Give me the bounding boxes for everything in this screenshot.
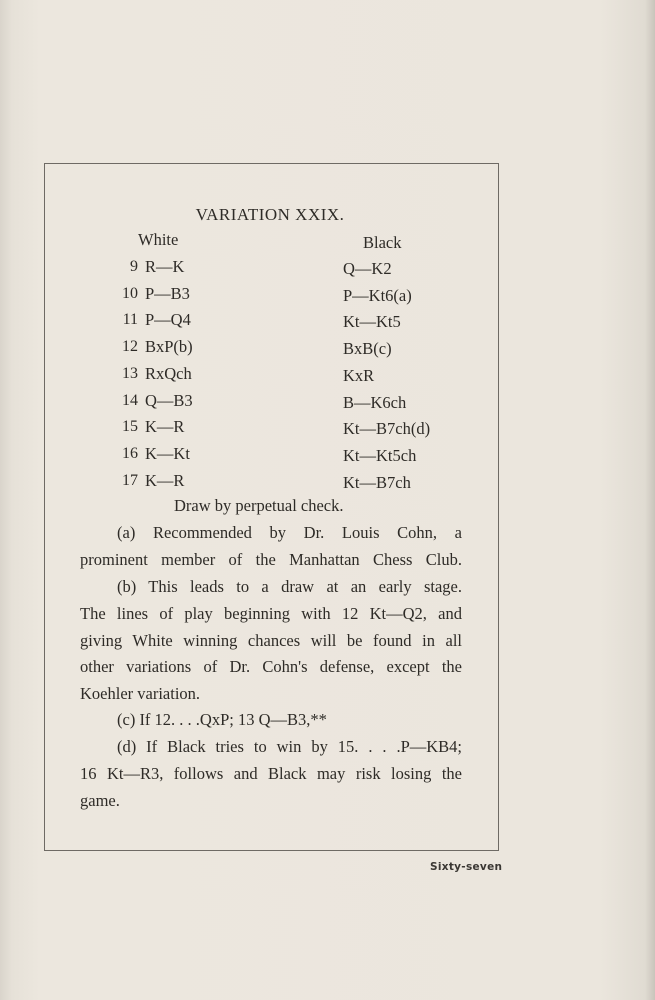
move-number: 16: [122, 444, 138, 462]
black-header: Black: [363, 233, 402, 252]
result-line: Draw by perpetual check.: [174, 496, 344, 515]
note-b-line: Koehler variation.: [80, 684, 201, 703]
white-move: K—R: [145, 417, 185, 437]
white-move: P—B3: [145, 283, 190, 303]
variation-title: VARIATION XXIX.: [195, 205, 345, 224]
white-move: R—K: [145, 257, 185, 276]
move-number: 14: [122, 391, 138, 409]
black-move: Q—K2: [343, 259, 392, 278]
black-move: Kt—Kt5: [343, 312, 401, 332]
black-move: B—K6ch: [343, 392, 407, 412]
black-move: BxB(c): [343, 339, 392, 359]
white-move: P—Q4: [145, 310, 191, 330]
white-move: RxQch: [145, 363, 192, 383]
page-number: Sixty-seven: [430, 861, 503, 873]
black-move: Kt—B7ch: [343, 472, 411, 492]
note-d-line: 16 Kt—R3, follows and Black may risk losing the: [80, 764, 462, 783]
note-b-line: The lines of play beginning with 12 Kt—Q2, and: [80, 604, 462, 623]
move-number: 11: [122, 311, 138, 329]
black-move: KxR: [343, 365, 375, 385]
note-c-line: (c) If 12. . . .QxP; 13 Q—B3,**: [117, 710, 327, 729]
note-b-line: other variations of Dr. Cohn's defense, except the: [80, 657, 462, 676]
white-move: Q—B3: [145, 390, 193, 410]
note-d-line: game.: [80, 791, 120, 810]
black-move: Kt—Kt5ch: [343, 445, 417, 465]
move-number: 12: [122, 338, 138, 356]
white-move: K—Kt: [145, 443, 190, 463]
note-d-line: (d) If Black tries to win by 15. . . .P—KB4;: [117, 737, 462, 756]
white-move: K—R: [145, 470, 185, 490]
note-b-line: giving White winning chances will be found in all: [80, 631, 462, 650]
note-a-line: prominent member of the Manhattan Chess Club.: [80, 550, 462, 569]
move-number: 10: [122, 284, 138, 302]
white-header: White: [138, 230, 179, 249]
note-a-line: (a) Recommended by Dr. Louis Cohn, a: [117, 523, 462, 542]
move-number: 15: [122, 418, 138, 436]
move-number: 9: [130, 258, 138, 275]
black-move: Kt—B7ch(d): [343, 419, 431, 439]
move-number: 13: [122, 364, 138, 382]
note-b-line: (b) This leads to a draw at an early stage.: [117, 577, 462, 596]
move-number: 17: [122, 471, 138, 489]
white-move: BxP(b): [145, 337, 193, 357]
black-move: P—Kt6(a): [343, 285, 412, 305]
